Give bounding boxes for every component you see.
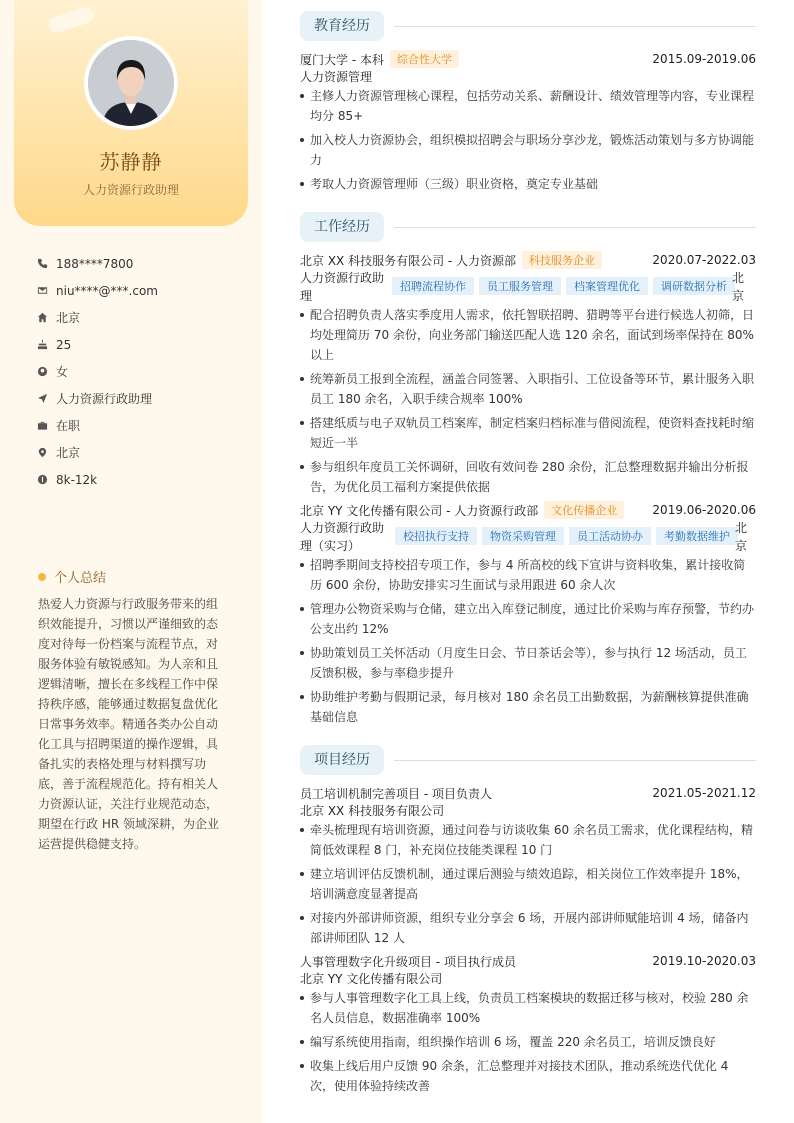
summary-title: 个人总结 xyxy=(54,571,107,586)
project-2-name: 人事管理数字化升级项目 - 项目执行成员 xyxy=(300,954,516,969)
skill-tag: 档案管理优化 xyxy=(566,277,648,295)
list-item: 加入校人力资源协会，组织模拟招聘会与职场分享沙龙，锻炼活动策划与多方协调能力 xyxy=(300,130,756,170)
education-section-header xyxy=(300,11,756,41)
list-item: 配合招聘负责人落实季度用人需求，依托智联招聘、猎聘等平台进行候选人初筛，日均处理简历 70 余份，向业务部门输送匹配人选 120 余名，面试到场率保持在 80% 以上 xyxy=(300,305,756,365)
contact-email-text: niu****@***.com xyxy=(56,283,158,298)
contact-target-role xyxy=(36,385,246,412)
education-major: 人力资源管理 xyxy=(300,70,373,84)
bullet-dot-icon xyxy=(38,573,46,581)
list-item: 管理办公物资采购与仓储，建立出入库登记制度，通过比价采购与库存预警，节约办公支出约 12% xyxy=(300,599,756,639)
decorative-pill xyxy=(47,5,96,34)
job-2-row xyxy=(300,501,756,519)
contact-city-text: 北京 xyxy=(56,311,81,325)
job-1-row xyxy=(300,251,756,269)
projects-section-title: 项目经历 xyxy=(300,745,384,775)
location-icon xyxy=(36,447,48,459)
project-1-company: 北京 XX 科技服务有限公司 xyxy=(300,804,445,818)
job-2-bullets xyxy=(300,555,756,731)
job-1-date: 2020.07-2022.03 xyxy=(652,253,756,267)
contact-salary xyxy=(36,466,246,493)
contact-city xyxy=(36,304,246,331)
job-1-tag: 科技服务企业 xyxy=(522,251,602,269)
contact-age-text: 25 xyxy=(56,337,72,352)
project-1-bullets xyxy=(300,820,756,952)
job-1-bullets xyxy=(300,305,756,501)
education-date: 2015.09-2019.06 xyxy=(652,52,756,66)
mail-icon xyxy=(36,285,48,297)
education-row xyxy=(300,50,756,68)
contact-location-text: 北京 xyxy=(56,446,81,460)
skill-tag: 物资采购管理 xyxy=(482,527,564,545)
section-divider xyxy=(394,227,756,228)
contact-list xyxy=(36,250,246,493)
projects-section-header xyxy=(300,745,756,775)
contact-target-role-text: 人力资源行政助理 xyxy=(56,392,153,406)
list-item: 协助维护考勤与假期记录，每月核对 180 余名员工出勤数据，为薪酬核算提供准确基础信息 xyxy=(300,687,756,727)
contact-location xyxy=(36,439,246,466)
list-item: 参与人事管理数字化工具上线，负责员工档案模块的数据迁移与核对，校验 280 余名人员信息，数据准确率 100% xyxy=(300,988,756,1028)
job-2-location: 北京 xyxy=(735,521,748,553)
list-item: 考取人力资源管理师（三级）职业资格，奠定专业基础 xyxy=(300,174,756,194)
list-item: 参与组织年度员工关怀调研，回收有效问卷 280 余份，汇总整理数据并输出分析报告，为优化员工福利方案提供依据 xyxy=(300,457,756,497)
list-item: 建立培训评估反馈机制，通过课后测验与绩效追踪，相关岗位工作效率提升 18%，培训满意度显著提高 xyxy=(300,864,756,904)
project-2-bullets xyxy=(300,988,756,1100)
profile-role: 人力资源行政助理 xyxy=(82,183,179,197)
contact-status xyxy=(36,412,246,439)
education-section-title: 教育经历 xyxy=(300,11,384,41)
briefcase-icon xyxy=(36,420,48,432)
contact-phone xyxy=(36,250,246,277)
education-school: 厦门大学 - 本科 xyxy=(300,52,384,67)
project-2-company: 北京 YY 文化传播有限公司 xyxy=(300,972,443,986)
contact-email xyxy=(36,277,246,304)
profile-name: 苏静静 xyxy=(99,150,163,174)
list-item: 对接内外部讲师资源，组织专业分享会 6 场，开展内部讲师赋能培训 4 场，储备内部讲师团队 12 人 xyxy=(300,908,756,948)
contact-phone-text: 188****7800 xyxy=(56,256,134,271)
project-1-date: 2021.05-2021.12 xyxy=(652,786,756,800)
job-1-location: 北京 xyxy=(732,271,745,303)
job-2-tag: 文化传播企业 xyxy=(544,501,624,519)
send-icon xyxy=(36,393,48,405)
project-1-name: 员工培训机制完善项目 - 项目负责人 xyxy=(300,786,492,801)
education-bullets xyxy=(300,86,756,198)
job-2-company: 北京 YY 文化传播有限公司 - 人力资源行政部 xyxy=(300,503,539,518)
project-2-date: 2019.10-2020.03 xyxy=(652,954,756,968)
list-item: 统筹新员工报到全流程，涵盖合同签署、入职指引、工位设备等环节，累计服务入职员工 180 余名，入职手续合规率 100% xyxy=(300,369,756,409)
skill-tag: 招聘流程协作 xyxy=(392,277,474,295)
skill-tag: 员工活动协办 xyxy=(569,527,651,545)
section-divider xyxy=(394,26,756,27)
job-1-company: 北京 XX 科技服务有限公司 - 人力资源部 xyxy=(300,253,517,268)
contact-gender xyxy=(36,358,246,385)
home-icon xyxy=(36,312,48,324)
contact-gender-text: 女 xyxy=(56,365,69,379)
list-item: 牵头梳理现有培训资源，通过问卷与访谈收集 60 余名员工需求，优化课程结构，精简低效课程 8 门，补充岗位技能类课程 10 门 xyxy=(300,820,756,860)
person-portrait-icon xyxy=(88,40,174,126)
work-section-title: 工作经历 xyxy=(300,212,384,242)
contact-salary-text: 8k-12k xyxy=(56,472,98,487)
job-1-skills xyxy=(392,277,740,295)
summary-text: 热爱人力资源与行政服务带来的组织效能提升，习惯以严谨细致的态度对待每一份档案与流程节点，对服务体验有敏锐感知。为人亲和且逻辑清晰，擅长在多线程工作中保持秩序感，能够通过数据复盘优化日常事务效率。精通各类办公自动化工具与招聘渠道的操作逻辑，具备扎实的表格处理与材料撰写功底，善于流程规范化。持有相关人力资源认证，关注行业规范动态，期望在行政 HR 领域深耕，为企业运营提供稳健支持。 xyxy=(38,597,219,851)
list-item: 编写系统使用指南，组织操作培训 6 场，覆盖 220 余名员工，培训反馈良好 xyxy=(300,1032,756,1052)
project-2-row xyxy=(300,952,756,970)
education-tag: 综合性大学 xyxy=(390,50,459,68)
list-item: 招聘季期间支持校招专项工作，参与 4 所高校的线下宣讲与资料收集，累计接收简历 600 余份，协助安排实习生面试与录用跟进 60 余人次 xyxy=(300,555,756,595)
job-2-position-row xyxy=(300,519,756,555)
job-1-position: 人力资源行政助理 xyxy=(300,271,385,303)
avatar-photo xyxy=(88,40,174,126)
contact-age xyxy=(36,331,246,358)
job-1-position-row xyxy=(300,269,756,305)
gender-icon xyxy=(36,366,48,378)
skill-tag: 调研数据分析 xyxy=(653,277,735,295)
salary-icon xyxy=(36,474,48,486)
list-item: 收集上线后用户反馈 90 余条，汇总整理并对接技术团队，推动系统迭代优化 4 次，使用体验持续改善 xyxy=(300,1056,756,1096)
phone-icon xyxy=(36,258,48,270)
job-2-position: 人力资源行政助理（实习） xyxy=(300,521,385,553)
skill-tag: 考勤数据维护 xyxy=(656,527,738,545)
list-item: 协助策划员工关怀活动（月度生日会、节日茶话会等），参与执行 12 场活动，员工反馈积极，参与率稳步提升 xyxy=(300,643,756,683)
skill-tag: 员工服务管理 xyxy=(479,277,561,295)
work-section-header xyxy=(300,212,756,242)
contact-status-text: 在职 xyxy=(56,419,81,433)
project-1-row xyxy=(300,784,756,802)
job-2-skills xyxy=(395,527,743,545)
list-item: 主修人力资源管理核心课程，包括劳动关系、薪酬设计、绩效管理等内容，专业课程均分 85+ xyxy=(300,86,756,126)
job-2-date: 2019.06-2020.06 xyxy=(652,503,756,517)
avatar xyxy=(84,36,178,130)
summary-heading xyxy=(38,567,106,586)
skill-tag: 校招执行支持 xyxy=(395,527,477,545)
section-divider xyxy=(394,760,756,761)
cake-icon xyxy=(36,339,48,351)
sidebar xyxy=(0,0,262,1123)
list-item: 搭建纸质与电子双轨员工档案库，制定档案归档标准与借阅流程，使资料查找耗时缩短近一半 xyxy=(300,413,756,453)
